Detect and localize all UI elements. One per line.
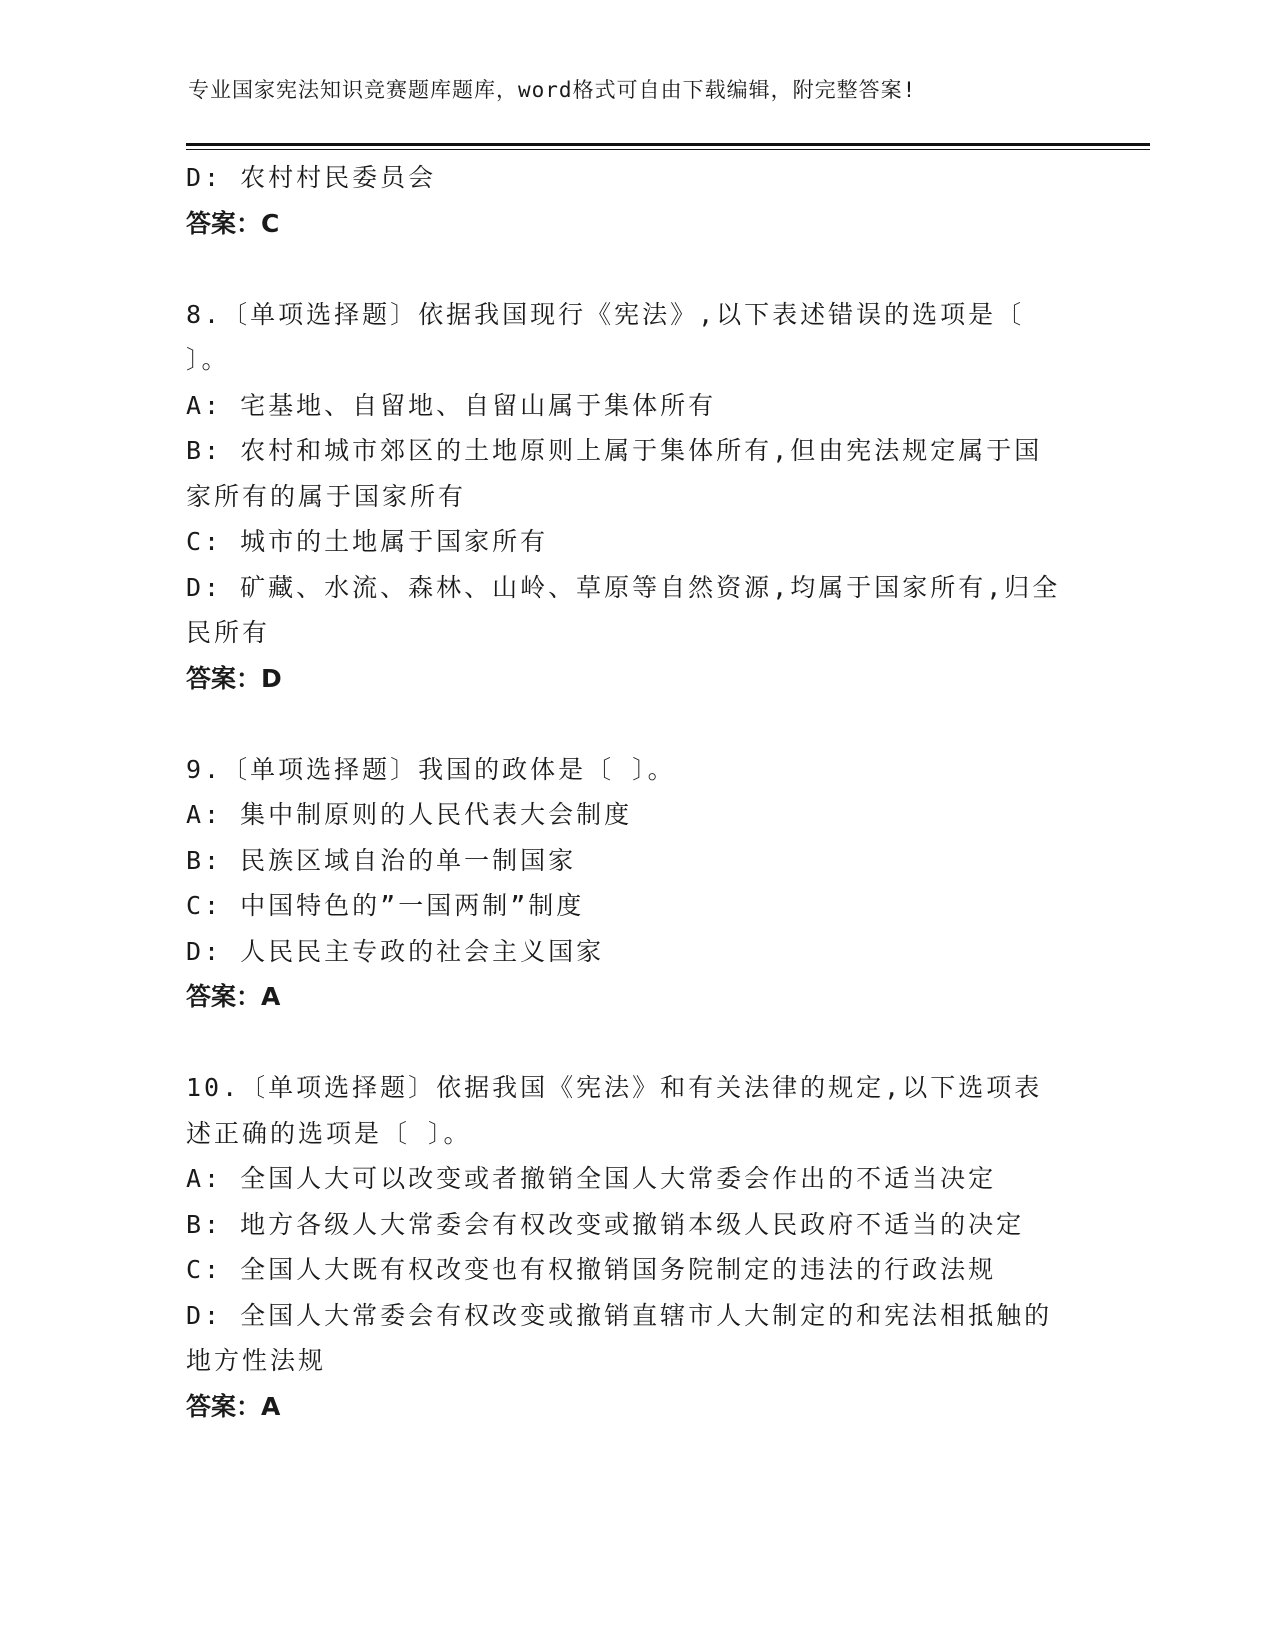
spacer	[186, 246, 1086, 292]
option-b: B: 民族区域自治的单一制国家	[186, 845, 577, 875]
option-d: D: 农村村民委员会	[186, 163, 437, 192]
header-divider-thin	[186, 149, 1150, 150]
answer-line: 答案：A	[186, 1391, 281, 1421]
header-divider-thick	[186, 143, 1150, 146]
question-stem: 8.〔单项选择题〕依据我国现行《宪法》,以下表述错误的选项是〔	[186, 299, 1025, 329]
spacer	[186, 1020, 1086, 1066]
question-stem: 〕。	[186, 345, 230, 374]
option-c: C: 中国特色的”一国两制”制度	[186, 891, 585, 920]
option-d: D: 全国人大常委会有权改变或撤销直辖市人大制定的和宪法相抵触的	[186, 1300, 1053, 1330]
question-stem: 述正确的选项是〔 〕。	[186, 1118, 472, 1148]
option-d: 地方性法规	[186, 1346, 327, 1375]
question-stem: 10.〔单项选择题〕依据我国《宪法》和有关法律的规定,以下选项表	[186, 1073, 1043, 1102]
option-b: B: 地方各级人大常委会有权改变或撤销本级人民政府不适当的决定	[186, 1209, 1025, 1239]
option-a: A: 全国人大可以改变或者撤销全国人大常委会作出的不适当决定	[186, 1164, 997, 1193]
page-header: 专业国家宪法知识竞赛题库题库，word格式可自由下载编辑，附完整答案!	[188, 78, 917, 102]
option-a: A: 宅基地、自留地、自留山属于集体所有	[186, 390, 717, 420]
answer-line: 答案：C	[186, 208, 280, 238]
option-c: C: 城市的土地属于国家所有	[186, 527, 549, 556]
answer-line: 答案：D	[186, 663, 282, 693]
option-d: D: 矿藏、水流、森林、山岭、草原等自然资源,均属于国家所有,归全	[186, 572, 1061, 602]
option-d: 民所有	[186, 618, 271, 647]
question-stem: 9.〔单项选择题〕我国的政体是〔 〕。	[186, 754, 676, 784]
spacer	[186, 701, 1086, 747]
option-c: C: 全国人大既有权改变也有权撤销国务院制定的违法的行政法规	[186, 1255, 997, 1284]
option-d: D: 人民民主专政的社会主义国家	[186, 936, 605, 966]
option-a: A: 集中制原则的人民代表大会制度	[186, 800, 633, 829]
answer-line: 答案：A	[186, 982, 281, 1011]
question-content	[186, 155, 1086, 1429]
option-b: 家所有的属于国家所有	[186, 481, 467, 511]
option-b: B: 农村和城市郊区的土地原则上属于集体所有,但由宪法规定属于国	[186, 436, 1043, 465]
